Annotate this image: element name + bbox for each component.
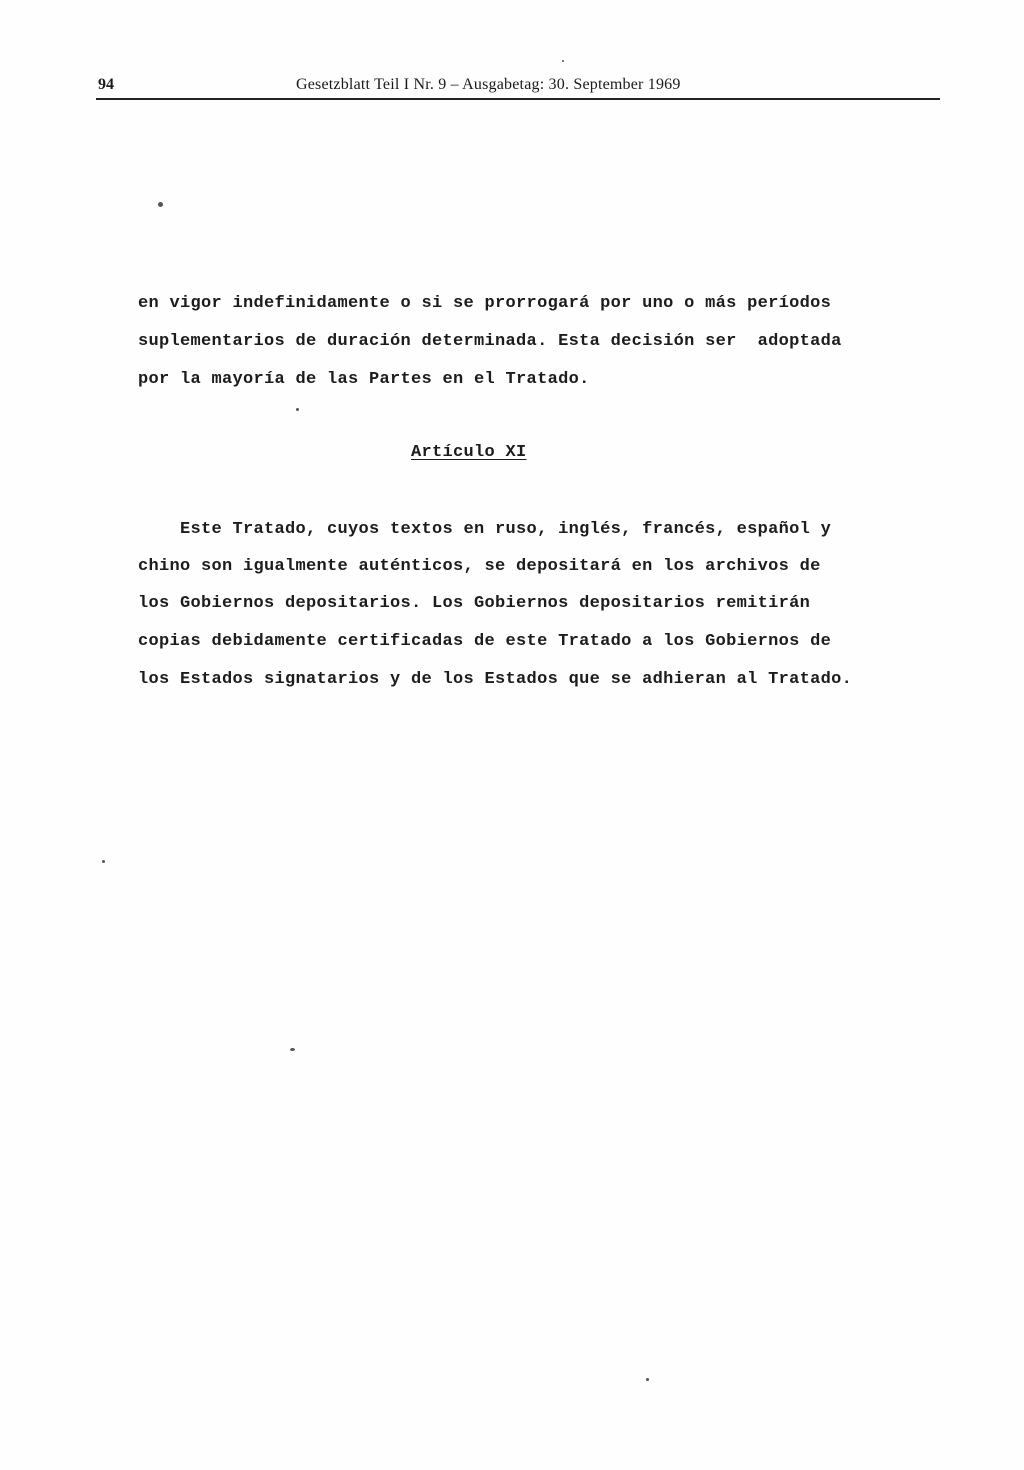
paragraph-line: Este Tratado, cuyos textos en ruso, inglés, francés, español y [138, 520, 832, 539]
paragraph-line: suplementarios de duración determinada. Esta decisión ser adoptada [138, 332, 842, 351]
paragraph-line: en vigor indefinidamente o si se prorrogará por uno o más períodos [138, 294, 832, 313]
scan-speck [562, 60, 564, 62]
page-number: 94 [98, 76, 114, 93]
page-header [96, 72, 940, 100]
running-head: Gesetzblatt Teil I Nr. 9 – Ausgabetag: 30. September 1969 [296, 76, 681, 93]
scan-speck [290, 1048, 295, 1051]
paragraph-line: los Estados signatarios y de los Estados que se adhieran al Tratado. [138, 670, 853, 689]
scan-speck [646, 1378, 649, 1381]
paragraph-line: chino son igualmente auténticos, se depositará en los archivos de [138, 557, 821, 576]
scan-speck [102, 860, 105, 863]
scan-speck [296, 408, 299, 411]
scan-speck [158, 202, 163, 207]
paragraph-line: copias debidamente certificadas de este Tratado a los Gobiernos de [138, 632, 832, 651]
paragraph-line: los Gobiernos depositarios. Los Gobiernos depositarios remitirán [138, 594, 811, 613]
paragraph-line: por la mayoría de las Partes en el Tratado. [138, 370, 590, 389]
article-heading: Artículo XI [411, 443, 527, 462]
